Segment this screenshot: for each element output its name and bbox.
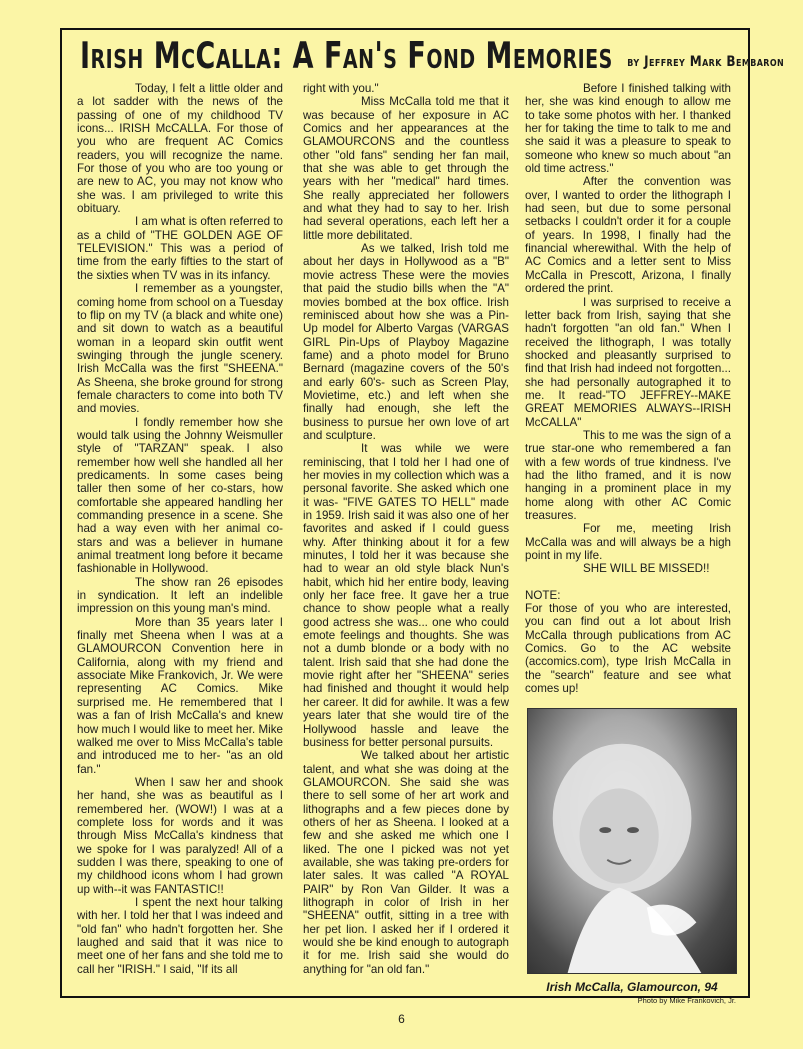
paragraph: After the convention was over, I wanted to order the lithograph I had seen, but due to some personal setbacks I couldn't order it for a couple of years. In 1998, I finally had the financial wherewithal. With the help of AC Comics and a letter sent to Miss McCalla in Prescott, Arizona, I finally ordered the print. [525, 175, 731, 296]
column-2 [303, 82, 509, 976]
paragraph: Before I finished talking with her, she was kind enough to allow me to take some photos with her. I thanked her for taking the time to talk to me and she said it was a pleasure to speak to someone who knew so much about "an old time actress." [525, 82, 731, 176]
paragraph: Today, I felt a little older and a lot sadder with the news of the passing of one of my childhood TV icons... IRISH McCALLA. For those of you who are frequent AC Comics readers, you will recognize the name. For those of you who are too young or are new to AC, you may not know who she was. I am privileged to write this obituary. [77, 82, 283, 216]
article-byline: by Jeffrey Mark Bembaron [627, 52, 785, 70]
paragraph: The show ran 26 episodes in syndication. It left an indelible impression on this young man's mind. [77, 575, 283, 616]
paragraph: It was while we were reminiscing, that I told her I had one of her movies in my collection which was a personal favorite. She asked which one it was- "FIVE GATES TO HELL" made in 1959. Irish said it was also one of her favorites and asked if I could guess why. After thinking about it for a few minutes, I told her it was because she had to wear an old style black Nun's habit, which hid her entire body, leaving only her face free. It gave her a true chance to show people what a really good actress she was... one who could emote feelings and thoughts. She was not a dumb blonde or a body with no talent. Irish said that she had done the movie right after her "SHEENA" series had finished and thought it would help her career. It did for awhile. It was a few years later that she would tire of the Hollywood hassle and leave the business for better personal pursuits. [303, 442, 509, 749]
paragraph: I was surprised to receive a letter back from Irish, saying that she hadn't forgotten "an old fan." When I received the lithograph, I was totally shocked and pleasantly surprised to find that Irish had indeed not forgotten... she had personally autographed it to me. It read-"TO JEFFREY--MAKE GREAT MEMORIES ALWAYS--IRISH McCALLA" [525, 295, 731, 429]
paragraph: For me, meeting Irish McCalla was and will always be a high point in my life. [525, 522, 731, 563]
closing-line: SHE WILL BE MISSED!! [583, 562, 710, 576]
paragraph: I spent the next hour talking with her. I told her that I was indeed and "old fan" who hadn't forgotten her. She laughed and said that it was nice to meet one of her fans and she told me to call her "IRISH." I said, "If its all [77, 895, 283, 976]
paragraph: We talked about her artistic talent, and what she was doing at the GLAMOURCON. She said she was there to sell some of her art work and lithographs and a few pieces done by others of her as Sheena. I looked at a few and she asked me which one I liked. The one I picked was not yet available, she was taking pre-orders for later sales. It was called "A ROYAL PAIR" by Ron Van Gilder. It was a lithograph in color of Irish in her "SHEENA" outfit, sitting in a tree with her pet lion. I asked her if I ordered it would she be kind enough to autograph it for me. Irish said she would do anything for "an old fan." [303, 749, 509, 976]
paragraph: I am what is often referred to as a child of "THE GOLDEN AGE OF TELEVISION." This was a period of time from the early fifties to the start of the sixties when TV was in its infancy. [77, 215, 283, 282]
note-text: For those of you who are interested, you can find out a lot about Irish McCalla through publications from AC Comics. Go to the AC website (accomics.com), type Irish McCalla in the "search" feature and see what comes up! [525, 602, 731, 696]
photo-credit: Photo by Mike Frankovich, Jr. [637, 996, 736, 1005]
paragraph: When I saw her and shook her hand, she was as beautiful as I remembered her. (WOW!) I was at a complete loss for words and it was through Miss McCalla's kindness that we spoke for I was paralyzed! All of a sudden I was there, speaking to one of my childhood icons whom I had grown up with--it was FANTASTIC!! [77, 775, 283, 896]
article-title: Irish McCalla: A Fan's Fond Memories [80, 35, 613, 78]
paragraph: right with you." [303, 82, 379, 95]
title-row [80, 34, 785, 80]
note-label: NOTE: [525, 588, 561, 602]
paragraph: This to me was the sign of a true star-one who remembered a fan with a few words of true kindness. I've had the litho framed, and it is now hanging in a prominent place in my home along with other AC Comic treasures. [525, 428, 731, 522]
paragraph: As we talked, Irish told me about her days in Hollywood as a "B" movie actress These were the movies that paid the studio bills when the "A" movies bombed at the box office. Irish reminisced about how she was a Pin-Up model for Alberto Vargas (VARGAS GIRL Pin-Ups of Playboy Magazine fame) and a photo model for Bruno Bernard (magazine covers of the 50's and early 60's- such as Screen Play, Movietime, etc.) and left when she finally had enough, she left the business to pursue her own love of art and sculpture. [303, 242, 509, 442]
portrait-photo [527, 708, 737, 974]
paragraph: I remember as a youngster, coming home from school on a Tuesday to flip on my TV (a black and white one) and sit down to watch as a beautiful woman in a leopard skin outfit went swinging through the jungle scenery. Irish McCalla was the first "SHEENA." As Sheena, she broke ground for strong female characters to come into both TV and movies. [77, 282, 283, 416]
column-1 [77, 82, 283, 976]
paragraph: Miss McCalla told me that it was because of her exposure in AC Comics and her appearances at the GLAMOURCONS and the countless other "old fans" sending her fan mail, that she was able to get through the years with her "medical" hard times. She really appreciated her followers and what they had to say to her. Irish had several operations, each left her a little more debilitated. [303, 95, 509, 242]
column-3 [525, 82, 731, 695]
page-number: 6 [398, 1012, 405, 1026]
portrait-illustration [528, 709, 736, 973]
paragraph: More than 35 years later I finally met Sheena when I was at a GLAMOURCON Convention here in California, along with my friend and associate Mike Frankovich, Jr. We were representing AC Comics. Mike surprised me. He remembered that I was a fan of Irish McCalla's and knew how much I would like to meet her. Mike walked me over to Miss McCalla's table and introduced me to her- "as an old fan." [77, 615, 283, 776]
photo-caption: Irish McCalla, Glamourcon, 94 [546, 980, 718, 994]
paragraph: I fondly remember how she would talk using the Johnny Weismuller style of "TARZAN" speak. I also remember how well she handled all her predicaments. In some cases being taller then some of her co-stars, how comfortable she appeared handling her commanding presence in a scene. She had a way even with her animal co-stars and was a believer in humane animal treatment long before it became fashionable in Hollywood. [77, 415, 283, 576]
